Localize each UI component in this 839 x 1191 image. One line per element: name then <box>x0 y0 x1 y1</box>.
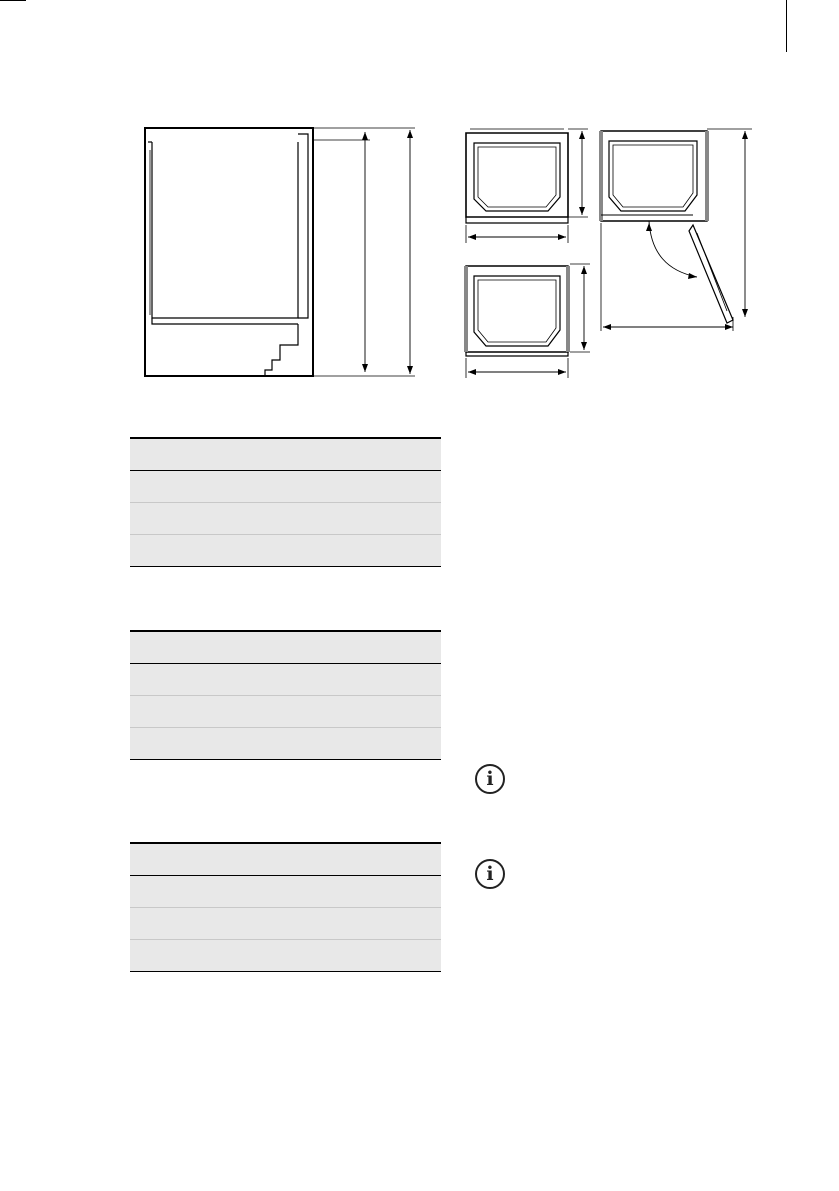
table-row <box>130 503 441 535</box>
table-row <box>130 696 441 728</box>
table-header-row <box>130 842 441 876</box>
table-row <box>130 908 441 940</box>
spec-table-2 <box>130 630 441 760</box>
table-row <box>130 876 441 908</box>
information-icon: i <box>475 859 505 889</box>
appliance-front-drawing <box>140 120 430 390</box>
table-row <box>130 535 441 567</box>
spec-table-1 <box>130 437 441 567</box>
information-icon: i <box>475 764 505 794</box>
spec-table-3 <box>130 842 441 972</box>
appliance-top-view-door-open <box>597 125 757 340</box>
crop-mark-vertical <box>786 0 787 52</box>
table-header-row <box>130 437 441 471</box>
table-header-row <box>130 630 441 664</box>
appliance-top-view-drawing-1 <box>460 125 595 245</box>
appliance-top-view-drawing-2 <box>460 260 595 380</box>
table-row <box>130 728 441 760</box>
table-row <box>130 664 441 696</box>
table-row <box>130 940 441 972</box>
table-row <box>130 471 441 503</box>
crop-mark-horizontal <box>0 0 26 1</box>
